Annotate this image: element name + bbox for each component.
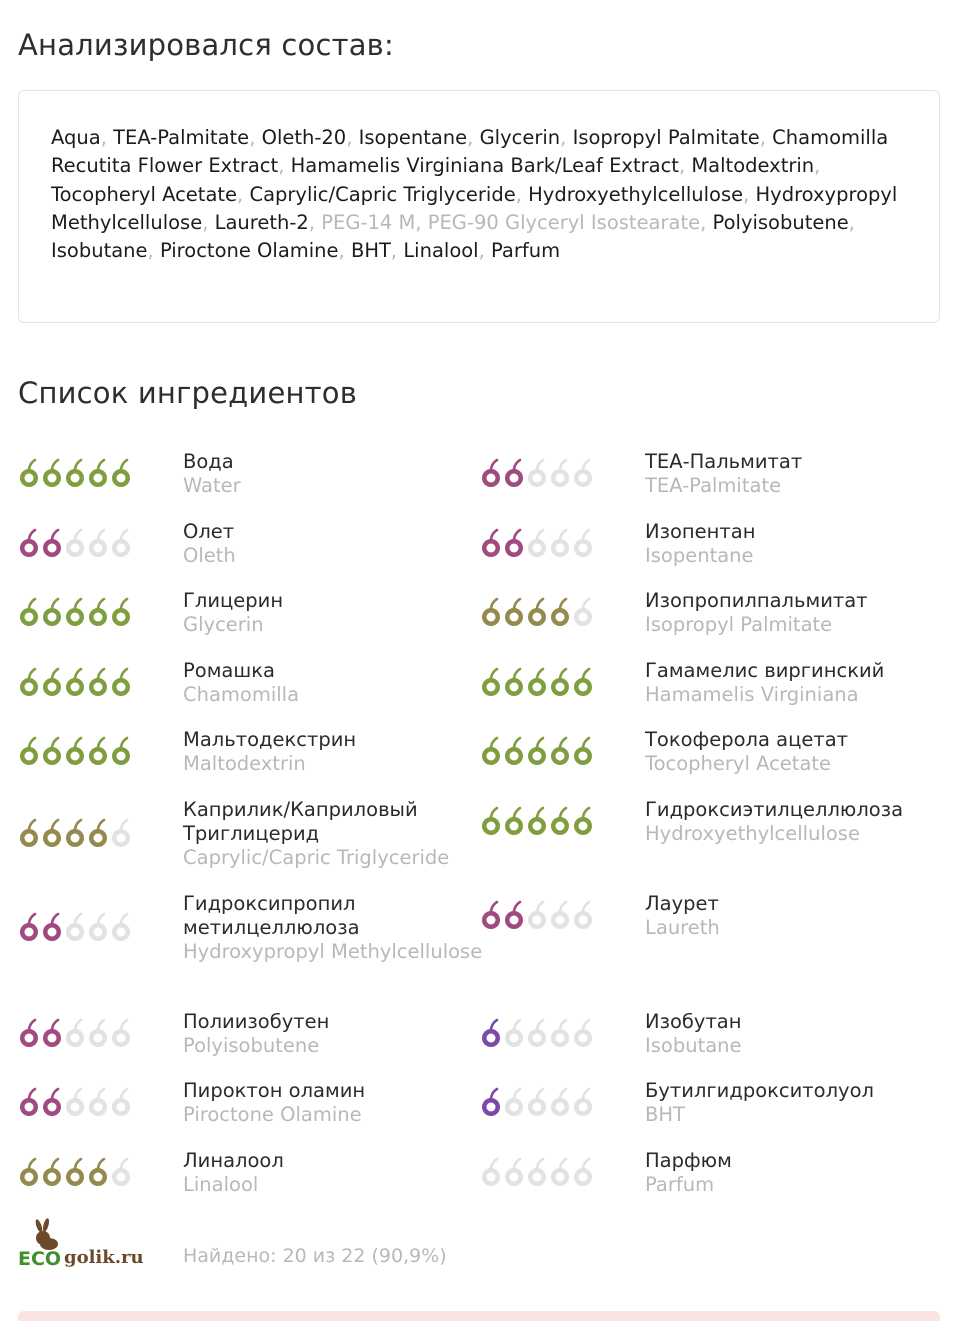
safety-rating bbox=[480, 736, 596, 768]
drop-empty-icon bbox=[89, 914, 107, 941]
ingredient-name-ru[interactable]: Изобутан bbox=[645, 1010, 742, 1033]
ingredient-name-en: Caprylic/Capric Triglyceride bbox=[183, 846, 450, 869]
drop-empty-icon bbox=[551, 902, 569, 929]
ingredient-name-ru[interactable]: Токоферола ацетат bbox=[645, 728, 849, 751]
composition-item[interactable]: Hydroxyethylcellulose bbox=[528, 182, 744, 206]
drop-empty-icon bbox=[574, 902, 592, 929]
ingredient-names bbox=[645, 1010, 945, 1058]
ingredient-item[interactable] bbox=[18, 448, 488, 518]
safety-rating bbox=[18, 912, 134, 944]
ingredient-name-ru[interactable]: Лаурет bbox=[645, 892, 719, 915]
ingredient-item[interactable] bbox=[480, 1077, 950, 1147]
drop-empty-icon bbox=[528, 1159, 546, 1186]
drop-filled-icon bbox=[482, 669, 500, 696]
drop-empty-icon bbox=[528, 530, 546, 557]
ingredient-name-en: BHT bbox=[645, 1103, 685, 1126]
ingredient-name-ru[interactable]: Каприлик/Каприловый Триглицерид bbox=[183, 798, 418, 845]
drop-filled-icon bbox=[20, 1089, 38, 1116]
drop-empty-icon bbox=[66, 530, 84, 557]
ingredient-name-en: Glycerin bbox=[183, 613, 264, 636]
composition-item[interactable]: Hydroxypropyl Methylcellulose bbox=[51, 182, 898, 234]
ingredient-name-ru[interactable]: Полиизобутен bbox=[183, 1010, 330, 1033]
safety-rating bbox=[18, 1157, 134, 1189]
composition-separator: , bbox=[700, 210, 713, 234]
ingredient-names bbox=[645, 1149, 945, 1197]
drop-filled-icon bbox=[112, 599, 130, 626]
ingredient-name-en: Parfum bbox=[645, 1173, 715, 1196]
drop-filled-icon bbox=[43, 914, 61, 941]
drop-empty-icon bbox=[112, 1089, 130, 1116]
composition-separator: , bbox=[478, 239, 492, 263]
drop-empty-icon bbox=[505, 1159, 523, 1186]
ingredient-item[interactable] bbox=[480, 796, 950, 890]
drop-filled-icon bbox=[112, 738, 130, 765]
composition-separator: , bbox=[759, 126, 773, 149]
composition-box bbox=[18, 90, 940, 323]
ingredient-item[interactable] bbox=[480, 1008, 950, 1077]
safety-rating bbox=[480, 1157, 596, 1189]
drop-filled-icon bbox=[43, 1089, 61, 1116]
drop-empty-icon bbox=[505, 1089, 523, 1116]
ingredient-name-ru[interactable]: Гидроксипропил метилцеллюлоза bbox=[183, 892, 360, 939]
drop-filled-icon bbox=[505, 808, 523, 835]
composition-item[interactable]: Caprylic/Capric Triglyceride bbox=[249, 182, 516, 206]
drop-empty-icon bbox=[574, 1159, 592, 1186]
drop-empty-icon bbox=[528, 1020, 546, 1047]
drop-empty-icon bbox=[574, 530, 592, 557]
composition-title: Анализировался состав: bbox=[18, 28, 394, 62]
drop-filled-icon bbox=[482, 1020, 500, 1047]
ingredient-item[interactable] bbox=[18, 518, 488, 587]
safety-rating bbox=[480, 1018, 596, 1050]
ingredient-name-en: Chamomilla bbox=[183, 683, 300, 706]
ingredient-item[interactable] bbox=[480, 657, 950, 726]
composition-item[interactable]: Polyisobutene bbox=[712, 210, 849, 234]
drop-empty-icon bbox=[551, 460, 569, 487]
composition-item[interactable]: Maltodextrin bbox=[691, 154, 815, 178]
safety-rating bbox=[480, 900, 596, 932]
drop-filled-icon bbox=[551, 669, 569, 696]
drop-filled-icon bbox=[89, 669, 107, 696]
composition-separator: , bbox=[100, 126, 114, 149]
ingredient-item[interactable] bbox=[480, 587, 950, 657]
ingredient-name-en: Oleth bbox=[183, 544, 236, 567]
ingredient-name-ru[interactable]: Парфюм bbox=[645, 1149, 732, 1172]
ingredient-row bbox=[0, 1008, 959, 1077]
drop-empty-icon bbox=[505, 1020, 523, 1047]
drop-filled-icon bbox=[89, 1159, 107, 1186]
drop-filled-icon bbox=[66, 599, 84, 626]
drop-empty-icon bbox=[551, 1020, 569, 1047]
ingredient-item[interactable] bbox=[18, 1077, 488, 1147]
ingredient-item[interactable] bbox=[480, 1147, 950, 1207]
composition-item[interactable]: Oleth-20 bbox=[261, 126, 347, 149]
drop-filled-icon bbox=[551, 808, 569, 835]
ingredient-name-en: Hydroxypropyl Methylcellulose bbox=[183, 940, 483, 963]
ingredient-names bbox=[645, 798, 945, 846]
drop-filled-icon bbox=[112, 669, 130, 696]
composition-separator: , bbox=[278, 154, 291, 178]
ingredient-names bbox=[183, 892, 483, 964]
bottom-card-edge bbox=[18, 1311, 940, 1321]
ingredient-row bbox=[0, 1077, 959, 1147]
drop-filled-icon bbox=[505, 599, 523, 626]
drop-empty-icon bbox=[112, 1159, 130, 1186]
logo-eco-text: ECO bbox=[18, 1248, 62, 1270]
ingredient-name-en: Isobutane bbox=[645, 1034, 742, 1057]
drop-empty-icon bbox=[528, 902, 546, 929]
composition-separator: , bbox=[678, 154, 692, 178]
drop-filled-icon bbox=[20, 820, 38, 847]
ingredient-name-ru[interactable]: Бутилгидрокситолуол bbox=[645, 1079, 874, 1102]
ingredient-names bbox=[645, 728, 945, 776]
ingredient-names bbox=[183, 798, 483, 870]
drop-filled-icon bbox=[528, 808, 546, 835]
ingredient-row bbox=[0, 890, 959, 1008]
drop-filled-icon bbox=[505, 460, 523, 487]
drop-empty-icon bbox=[528, 1089, 546, 1116]
ingredient-name-ru[interactable]: Мальтодекстрин bbox=[183, 728, 357, 751]
drop-filled-icon bbox=[43, 738, 61, 765]
drop-filled-icon bbox=[574, 808, 592, 835]
composition-item[interactable]: Glycerin bbox=[479, 126, 561, 149]
drop-filled-icon bbox=[89, 599, 107, 626]
drop-filled-icon bbox=[528, 599, 546, 626]
composition-separator: , bbox=[467, 126, 480, 149]
drop-empty-icon bbox=[66, 914, 84, 941]
drop-empty-icon bbox=[66, 1020, 84, 1047]
drop-filled-icon bbox=[66, 669, 84, 696]
composition-item[interactable]: Linalool bbox=[403, 239, 479, 263]
ingredient-name-en: Polyisobutene bbox=[183, 1034, 320, 1057]
drop-filled-icon bbox=[43, 460, 61, 487]
drop-empty-icon bbox=[574, 599, 592, 626]
safety-rating bbox=[18, 528, 134, 560]
ingredient-item[interactable] bbox=[18, 587, 488, 657]
ingredient-name-ru[interactable]: Олет bbox=[183, 520, 235, 543]
composition-separator: , bbox=[308, 210, 322, 234]
ingredient-name-en: Isopropyl Palmitate bbox=[645, 613, 833, 636]
safety-rating bbox=[480, 1087, 596, 1119]
drop-filled-icon bbox=[89, 460, 107, 487]
ingredient-names bbox=[645, 1079, 945, 1127]
drop-filled-icon bbox=[505, 902, 523, 929]
drop-filled-icon bbox=[20, 530, 38, 557]
ingredient-names bbox=[645, 589, 945, 637]
ingredient-name-ru[interactable]: Вода bbox=[183, 450, 234, 473]
safety-rating bbox=[18, 458, 134, 490]
ingredient-item[interactable] bbox=[480, 726, 950, 796]
drop-filled-icon bbox=[43, 820, 61, 847]
ingredient-row bbox=[0, 726, 959, 796]
composition-separator: , bbox=[237, 182, 250, 206]
ingredient-name-en: Tocopheryl Acetate bbox=[645, 752, 832, 775]
drop-empty-icon bbox=[551, 530, 569, 557]
ingredient-name-en: Laureth bbox=[645, 916, 720, 939]
drop-filled-icon bbox=[43, 530, 61, 557]
ingredient-name-ru[interactable]: Гамамелис виргинский bbox=[645, 659, 885, 682]
safety-rating bbox=[480, 528, 596, 560]
drop-empty-icon bbox=[112, 1020, 130, 1047]
drop-empty-icon bbox=[482, 1159, 500, 1186]
drop-filled-icon bbox=[482, 599, 500, 626]
ingredient-item[interactable] bbox=[480, 448, 950, 518]
composition-item[interactable]: Laureth-2 bbox=[214, 210, 309, 234]
composition-separator: , bbox=[147, 239, 160, 263]
drop-filled-icon bbox=[505, 738, 523, 765]
ingredient-item[interactable] bbox=[18, 796, 488, 890]
drop-filled-icon bbox=[551, 738, 569, 765]
drop-filled-icon bbox=[66, 738, 84, 765]
ingredient-name-en: Isopentane bbox=[645, 544, 754, 567]
composition-separator: , bbox=[848, 210, 855, 234]
drop-empty-icon bbox=[574, 1020, 592, 1047]
composition-separator: , bbox=[515, 182, 529, 206]
composition-separator: , bbox=[560, 126, 573, 149]
composition-separator: , bbox=[338, 239, 351, 263]
composition-separator: , bbox=[249, 126, 262, 149]
drop-empty-icon bbox=[112, 820, 130, 847]
found-count-text: Найдено: 20 из 22 (90,9%) bbox=[183, 1245, 447, 1267]
ingredient-row bbox=[0, 448, 959, 518]
ingredient-name-ru[interactable]: ТЕА-Пальмитат bbox=[645, 450, 803, 473]
drop-empty-icon bbox=[551, 1159, 569, 1186]
safety-rating bbox=[18, 597, 134, 629]
drop-empty-icon bbox=[112, 914, 130, 941]
composition-item: PEG-14 M bbox=[321, 210, 416, 234]
ingredient-name-en: Water bbox=[183, 474, 241, 497]
ingredient-row bbox=[0, 587, 959, 657]
drop-filled-icon bbox=[482, 808, 500, 835]
drop-empty-icon bbox=[528, 460, 546, 487]
drop-filled-icon bbox=[43, 1159, 61, 1186]
composition-item[interactable]: Isobutane bbox=[51, 239, 148, 263]
drop-filled-icon bbox=[20, 599, 38, 626]
ingredient-names bbox=[183, 589, 483, 637]
ingredient-name-en: Piroctone Olamine bbox=[183, 1103, 362, 1126]
ingredient-name-ru[interactable]: Глицерин bbox=[183, 589, 284, 612]
drop-filled-icon bbox=[20, 738, 38, 765]
safety-rating bbox=[18, 736, 134, 768]
drop-empty-icon bbox=[551, 1089, 569, 1116]
composition-item[interactable]: Parfum bbox=[491, 239, 561, 263]
ingredient-names bbox=[645, 659, 945, 707]
ingredient-name-en: Linalool bbox=[183, 1173, 259, 1196]
ingredient-name-ru[interactable]: Гидроксиэтилцеллюлоза bbox=[645, 798, 904, 821]
composition-item[interactable]: Isopropyl Palmitate bbox=[572, 126, 760, 149]
ingredient-name-en: Hamamelis Virginiana bbox=[645, 683, 859, 706]
ingredient-names bbox=[183, 659, 483, 707]
logo-golik-text: golik.ru bbox=[64, 1247, 144, 1268]
drop-filled-icon bbox=[43, 599, 61, 626]
drop-filled-icon bbox=[43, 1020, 61, 1047]
drop-filled-icon bbox=[20, 460, 38, 487]
drop-empty-icon bbox=[66, 1089, 84, 1116]
drop-empty-icon bbox=[574, 1089, 592, 1116]
drop-empty-icon bbox=[112, 530, 130, 557]
drop-filled-icon bbox=[528, 669, 546, 696]
ingredient-names bbox=[183, 728, 483, 776]
ingredient-name-en: Hydroxyethylcellulose bbox=[645, 822, 860, 845]
drop-filled-icon bbox=[66, 820, 84, 847]
composition-item[interactable]: Piroctone Olamine bbox=[159, 239, 339, 263]
composition-item[interactable]: Tocopheryl Acetate bbox=[51, 182, 238, 206]
drop-filled-icon bbox=[482, 530, 500, 557]
ingredient-row bbox=[0, 657, 959, 726]
ingredient-item[interactable] bbox=[18, 657, 488, 726]
safety-rating bbox=[480, 597, 596, 629]
drop-filled-icon bbox=[112, 460, 130, 487]
ingredient-names bbox=[183, 1149, 483, 1197]
safety-rating bbox=[18, 1018, 134, 1050]
drop-filled-icon bbox=[89, 820, 107, 847]
ingredient-name-ru[interactable]: Ромашка bbox=[183, 659, 275, 682]
drop-filled-icon bbox=[505, 530, 523, 557]
ingredient-names bbox=[183, 450, 483, 498]
ingredient-names bbox=[183, 1010, 483, 1058]
drop-filled-icon bbox=[505, 669, 523, 696]
ingredient-item[interactable] bbox=[480, 518, 950, 587]
drop-filled-icon bbox=[20, 1159, 38, 1186]
drop-filled-icon bbox=[482, 460, 500, 487]
ingredient-name-en: TEA-Palmitate bbox=[645, 474, 782, 497]
safety-rating bbox=[480, 806, 596, 838]
drop-filled-icon bbox=[574, 738, 592, 765]
ingredient-item[interactable] bbox=[18, 1008, 488, 1077]
ingredient-row bbox=[0, 518, 959, 587]
drop-empty-icon bbox=[89, 1089, 107, 1116]
drop-filled-icon bbox=[43, 669, 61, 696]
composition-item[interactable]: TEA-Palmitate bbox=[113, 126, 250, 149]
safety-rating bbox=[18, 667, 134, 699]
drop-empty-icon bbox=[89, 1020, 107, 1047]
ecogolik-logo[interactable] bbox=[18, 1218, 168, 1276]
drop-filled-icon bbox=[89, 738, 107, 765]
rabbit-icon bbox=[34, 1218, 58, 1250]
composition-separator: , bbox=[202, 210, 215, 234]
ingredient-name-ru[interactable]: Линалоол bbox=[183, 1149, 284, 1172]
drop-filled-icon bbox=[20, 1020, 38, 1047]
safety-rating bbox=[480, 667, 596, 699]
drop-filled-icon bbox=[482, 902, 500, 929]
composition-item[interactable]: Hamamelis Virginiana Bark/Leaf Extract bbox=[290, 154, 679, 178]
ingredient-name-ru[interactable]: Изопентан bbox=[645, 520, 756, 543]
drop-empty-icon bbox=[574, 460, 592, 487]
ingredient-item[interactable] bbox=[18, 726, 488, 796]
safety-rating bbox=[18, 1087, 134, 1119]
safety-rating bbox=[480, 458, 596, 490]
ingredients-title: Список ингредиентов bbox=[18, 376, 357, 410]
drop-filled-icon bbox=[482, 1089, 500, 1116]
ingredient-name-ru[interactable]: Пироктон оламин bbox=[183, 1079, 366, 1102]
ingredient-names bbox=[183, 1079, 483, 1127]
drop-filled-icon bbox=[66, 1159, 84, 1186]
ingredient-name-ru[interactable]: Изопропилпальмитат bbox=[645, 589, 868, 612]
ingredient-names bbox=[645, 520, 945, 568]
ingredient-row bbox=[0, 1147, 959, 1207]
ingredient-item[interactable] bbox=[18, 1147, 488, 1207]
composition-separator: , bbox=[390, 239, 404, 263]
safety-rating bbox=[18, 818, 134, 850]
composition-separator: , bbox=[814, 154, 821, 178]
drop-filled-icon bbox=[551, 599, 569, 626]
drop-filled-icon bbox=[20, 914, 38, 941]
composition-item[interactable]: Chamomilla Recutita Flower Extract bbox=[51, 126, 889, 178]
ingredient-item[interactable] bbox=[18, 890, 488, 1008]
drop-empty-icon bbox=[89, 530, 107, 557]
drop-filled-icon bbox=[482, 738, 500, 765]
drop-filled-icon bbox=[574, 669, 592, 696]
composition-item[interactable]: BHT bbox=[350, 239, 391, 263]
composition-separator: , bbox=[346, 126, 359, 149]
drop-filled-icon bbox=[528, 738, 546, 765]
ingredient-names bbox=[645, 450, 945, 498]
composition-item[interactable]: Isopentane bbox=[358, 126, 468, 149]
drop-filled-icon bbox=[20, 669, 38, 696]
ingredient-item[interactable] bbox=[480, 890, 950, 1008]
composition-item[interactable]: Aqua bbox=[51, 126, 101, 149]
composition-item: PEG-90 Glyceryl Isostearate bbox=[427, 210, 701, 234]
drop-filled-icon bbox=[66, 460, 84, 487]
ingredient-row bbox=[0, 796, 959, 890]
composition-separator: , bbox=[743, 182, 756, 206]
ingredient-names bbox=[183, 520, 483, 568]
ingredient-name-en: Maltodextrin bbox=[183, 752, 306, 775]
composition-separator: , bbox=[415, 210, 428, 234]
ingredient-names bbox=[645, 892, 945, 940]
